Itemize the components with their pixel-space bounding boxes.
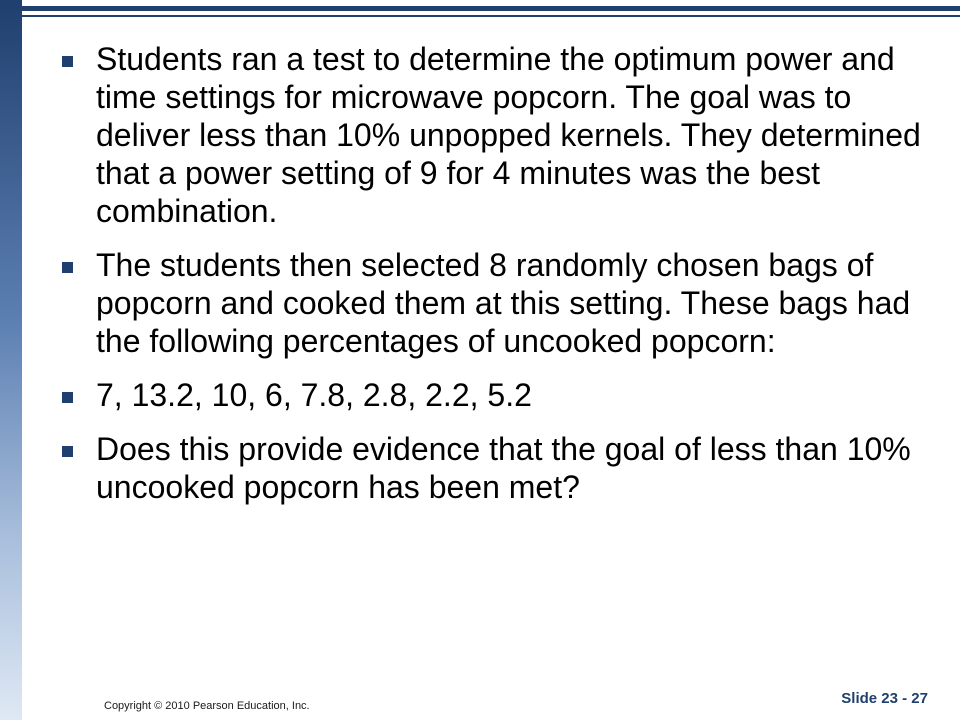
left-accent-bar <box>0 0 22 720</box>
bullet-text: The students then selected 8 randomly chosen bags of popcorn and cooked them at this setting. These bags had the following percentages of uncooked popcorn: <box>96 247 911 359</box>
bullet-text: 7, 13.2, 10, 6, 7.8, 2.8, 2.2, 5.2 <box>96 377 532 413</box>
square-bullet-icon <box>62 262 73 273</box>
bullet-list <box>62 40 922 522</box>
bullet-text: Students ran a test to determine the optimum power and time settings for microwave popcorn. The goal was to deliver less than 10% unpopped kernels. They determined that a power setting of 9 for 4 minutes was the best combination. <box>96 41 921 229</box>
square-bullet-icon <box>62 56 73 67</box>
bullet-item-sample <box>62 246 922 360</box>
square-bullet-icon <box>62 392 73 403</box>
bullet-item-intro <box>62 40 922 230</box>
copyright-notice: Copyright © 2010 Pearson Education, Inc. <box>104 700 310 712</box>
bullet-text: Does this provide evidence that the goal of less than 10% uncooked popcorn has been met? <box>96 431 911 505</box>
bullet-item-data <box>62 376 922 414</box>
top-rule-thick <box>22 6 960 11</box>
top-rule-thin <box>22 15 960 17</box>
square-bullet-icon <box>62 446 73 457</box>
slide-number: Slide 23 - 27 <box>841 690 928 707</box>
bullet-item-question <box>62 430 922 506</box>
